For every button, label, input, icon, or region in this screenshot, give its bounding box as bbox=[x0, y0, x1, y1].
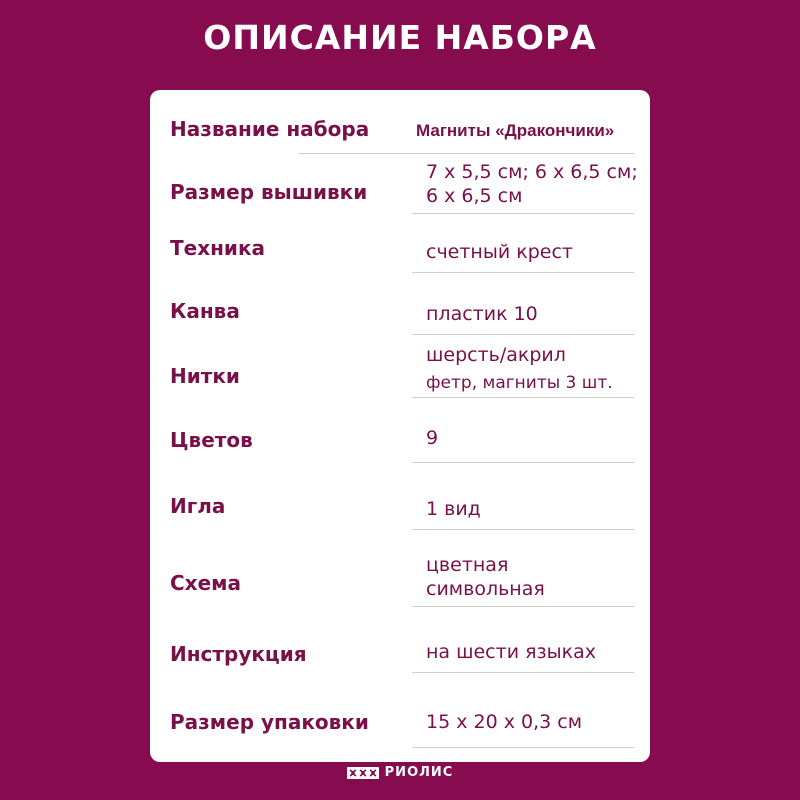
riolis-logo-icon bbox=[347, 767, 379, 779]
row-divider bbox=[412, 397, 634, 398]
brand-footer bbox=[0, 765, 800, 780]
row-value: 1 вид bbox=[426, 498, 481, 520]
row-label: Название набора bbox=[170, 117, 370, 141]
row-value bbox=[426, 553, 545, 601]
row-value: Магниты «Дракончики» bbox=[416, 121, 615, 140]
row-label: Игла bbox=[170, 494, 226, 518]
row-value: 15 х 20 х 0,3 см bbox=[426, 711, 583, 733]
page-title: ОПИСАНИЕ НАБОРА bbox=[203, 18, 597, 57]
row-divider bbox=[298, 153, 634, 154]
row-label: Размер вышивки bbox=[170, 180, 368, 204]
row-value-line: фетр, магниты 3 шт. bbox=[426, 373, 613, 393]
row-label: Техника bbox=[170, 236, 266, 260]
row-value-line: цветная bbox=[426, 554, 509, 576]
row-label: Канва bbox=[170, 299, 240, 323]
row-divider bbox=[412, 462, 634, 463]
row-value-line: шерсть/акрил bbox=[426, 344, 566, 366]
row-label: Размер упаковки bbox=[170, 710, 369, 734]
row-value bbox=[426, 160, 638, 208]
row-value-line: символьная bbox=[426, 578, 545, 600]
row-label: Нитки bbox=[170, 364, 240, 388]
row-divider bbox=[412, 272, 634, 273]
row-value: 9 bbox=[426, 427, 439, 449]
row-value: счетный крест bbox=[426, 241, 573, 263]
row-label: Схема bbox=[170, 571, 241, 595]
row-divider bbox=[412, 672, 634, 673]
row-divider bbox=[412, 747, 634, 748]
row-value: пластик 10 bbox=[426, 303, 538, 325]
row-divider bbox=[412, 334, 634, 335]
row-value-line: 7 х 5,5 см; 6 х 6,5 см; bbox=[426, 161, 638, 183]
row-value bbox=[426, 343, 613, 395]
row-value-line: 6 х 6,5 см bbox=[426, 185, 523, 207]
row-divider bbox=[412, 213, 634, 214]
row-label: Цветов bbox=[170, 428, 253, 452]
brand-name: РИОЛИС bbox=[384, 765, 454, 780]
description-card bbox=[150, 90, 650, 762]
row-divider bbox=[412, 529, 634, 530]
row-label: Инструкция bbox=[170, 642, 307, 666]
row-value: на шести языках bbox=[426, 641, 596, 663]
row-divider bbox=[412, 606, 634, 607]
